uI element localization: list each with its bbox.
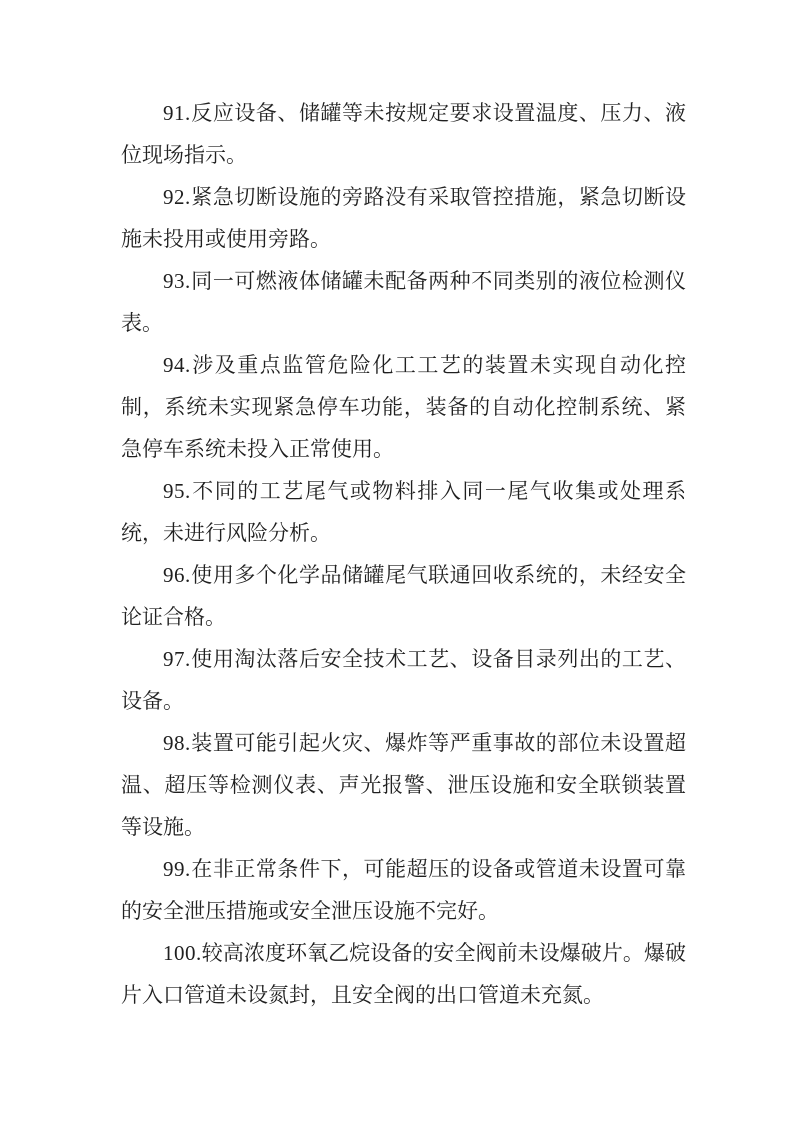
item-number: 93.	[163, 269, 191, 293]
item-text: 在非正常条件下，可能超压的设备或管道未设置可靠的安全泄压措施或安全泄压设施不完好。	[121, 857, 686, 923]
item-text: 使用淘汰落后安全技术工艺、设备目录列出的工艺、设备。	[121, 647, 686, 713]
item-text: 涉及重点监管危险化工工艺的装置未实现自动化控制，系统未实现紧急停车功能，装备的自动化控制系统、紧急停车系统未投入正常使用。	[121, 353, 686, 461]
item-text: 使用多个化学品储罐尾气联通回收系统的，未经安全论证合格。	[121, 563, 686, 629]
item-number: 100.	[163, 941, 202, 965]
item-number: 92.	[163, 185, 191, 209]
item-text: 不同的工艺尾气或物料排入同一尾气收集或处理系统，未进行风险分析。	[121, 479, 686, 545]
list-item-91	[121, 92, 686, 176]
list-item-92	[121, 176, 686, 260]
item-text: 同一可燃液体储罐未配备两种不同类别的液位检测仪表。	[121, 269, 686, 335]
item-number: 99.	[163, 857, 191, 881]
list-item-100	[121, 932, 686, 1016]
list-item-97	[121, 638, 686, 722]
item-number: 95.	[163, 479, 191, 503]
list-item-95	[121, 470, 686, 554]
document-body	[121, 92, 686, 1016]
item-text: 较高浓度环氧乙烷设备的安全阀前未设爆破片。爆破片入口管道未设氮封，且安全阀的出口管道未充氮。	[121, 941, 686, 1007]
list-item-99	[121, 848, 686, 932]
item-number: 98.	[163, 731, 191, 755]
list-item-93	[121, 260, 686, 344]
list-item-96	[121, 554, 686, 638]
item-number: 96.	[163, 563, 191, 587]
item-number: 97.	[163, 647, 191, 671]
item-number: 94.	[163, 353, 191, 377]
item-text: 反应设备、储罐等未按规定要求设置温度、压力、液位现场指示。	[121, 101, 686, 167]
list-item-98	[121, 722, 686, 848]
list-item-94	[121, 344, 686, 470]
item-text: 装置可能引起火灾、爆炸等严重事故的部位未设置超温、超压等检测仪表、声光报警、泄压设施和安全联锁装置等设施。	[121, 731, 686, 839]
item-number: 91.	[163, 101, 191, 125]
item-text: 紧急切断设施的旁路没有采取管控措施，紧急切断设施未投用或使用旁路。	[121, 185, 686, 251]
